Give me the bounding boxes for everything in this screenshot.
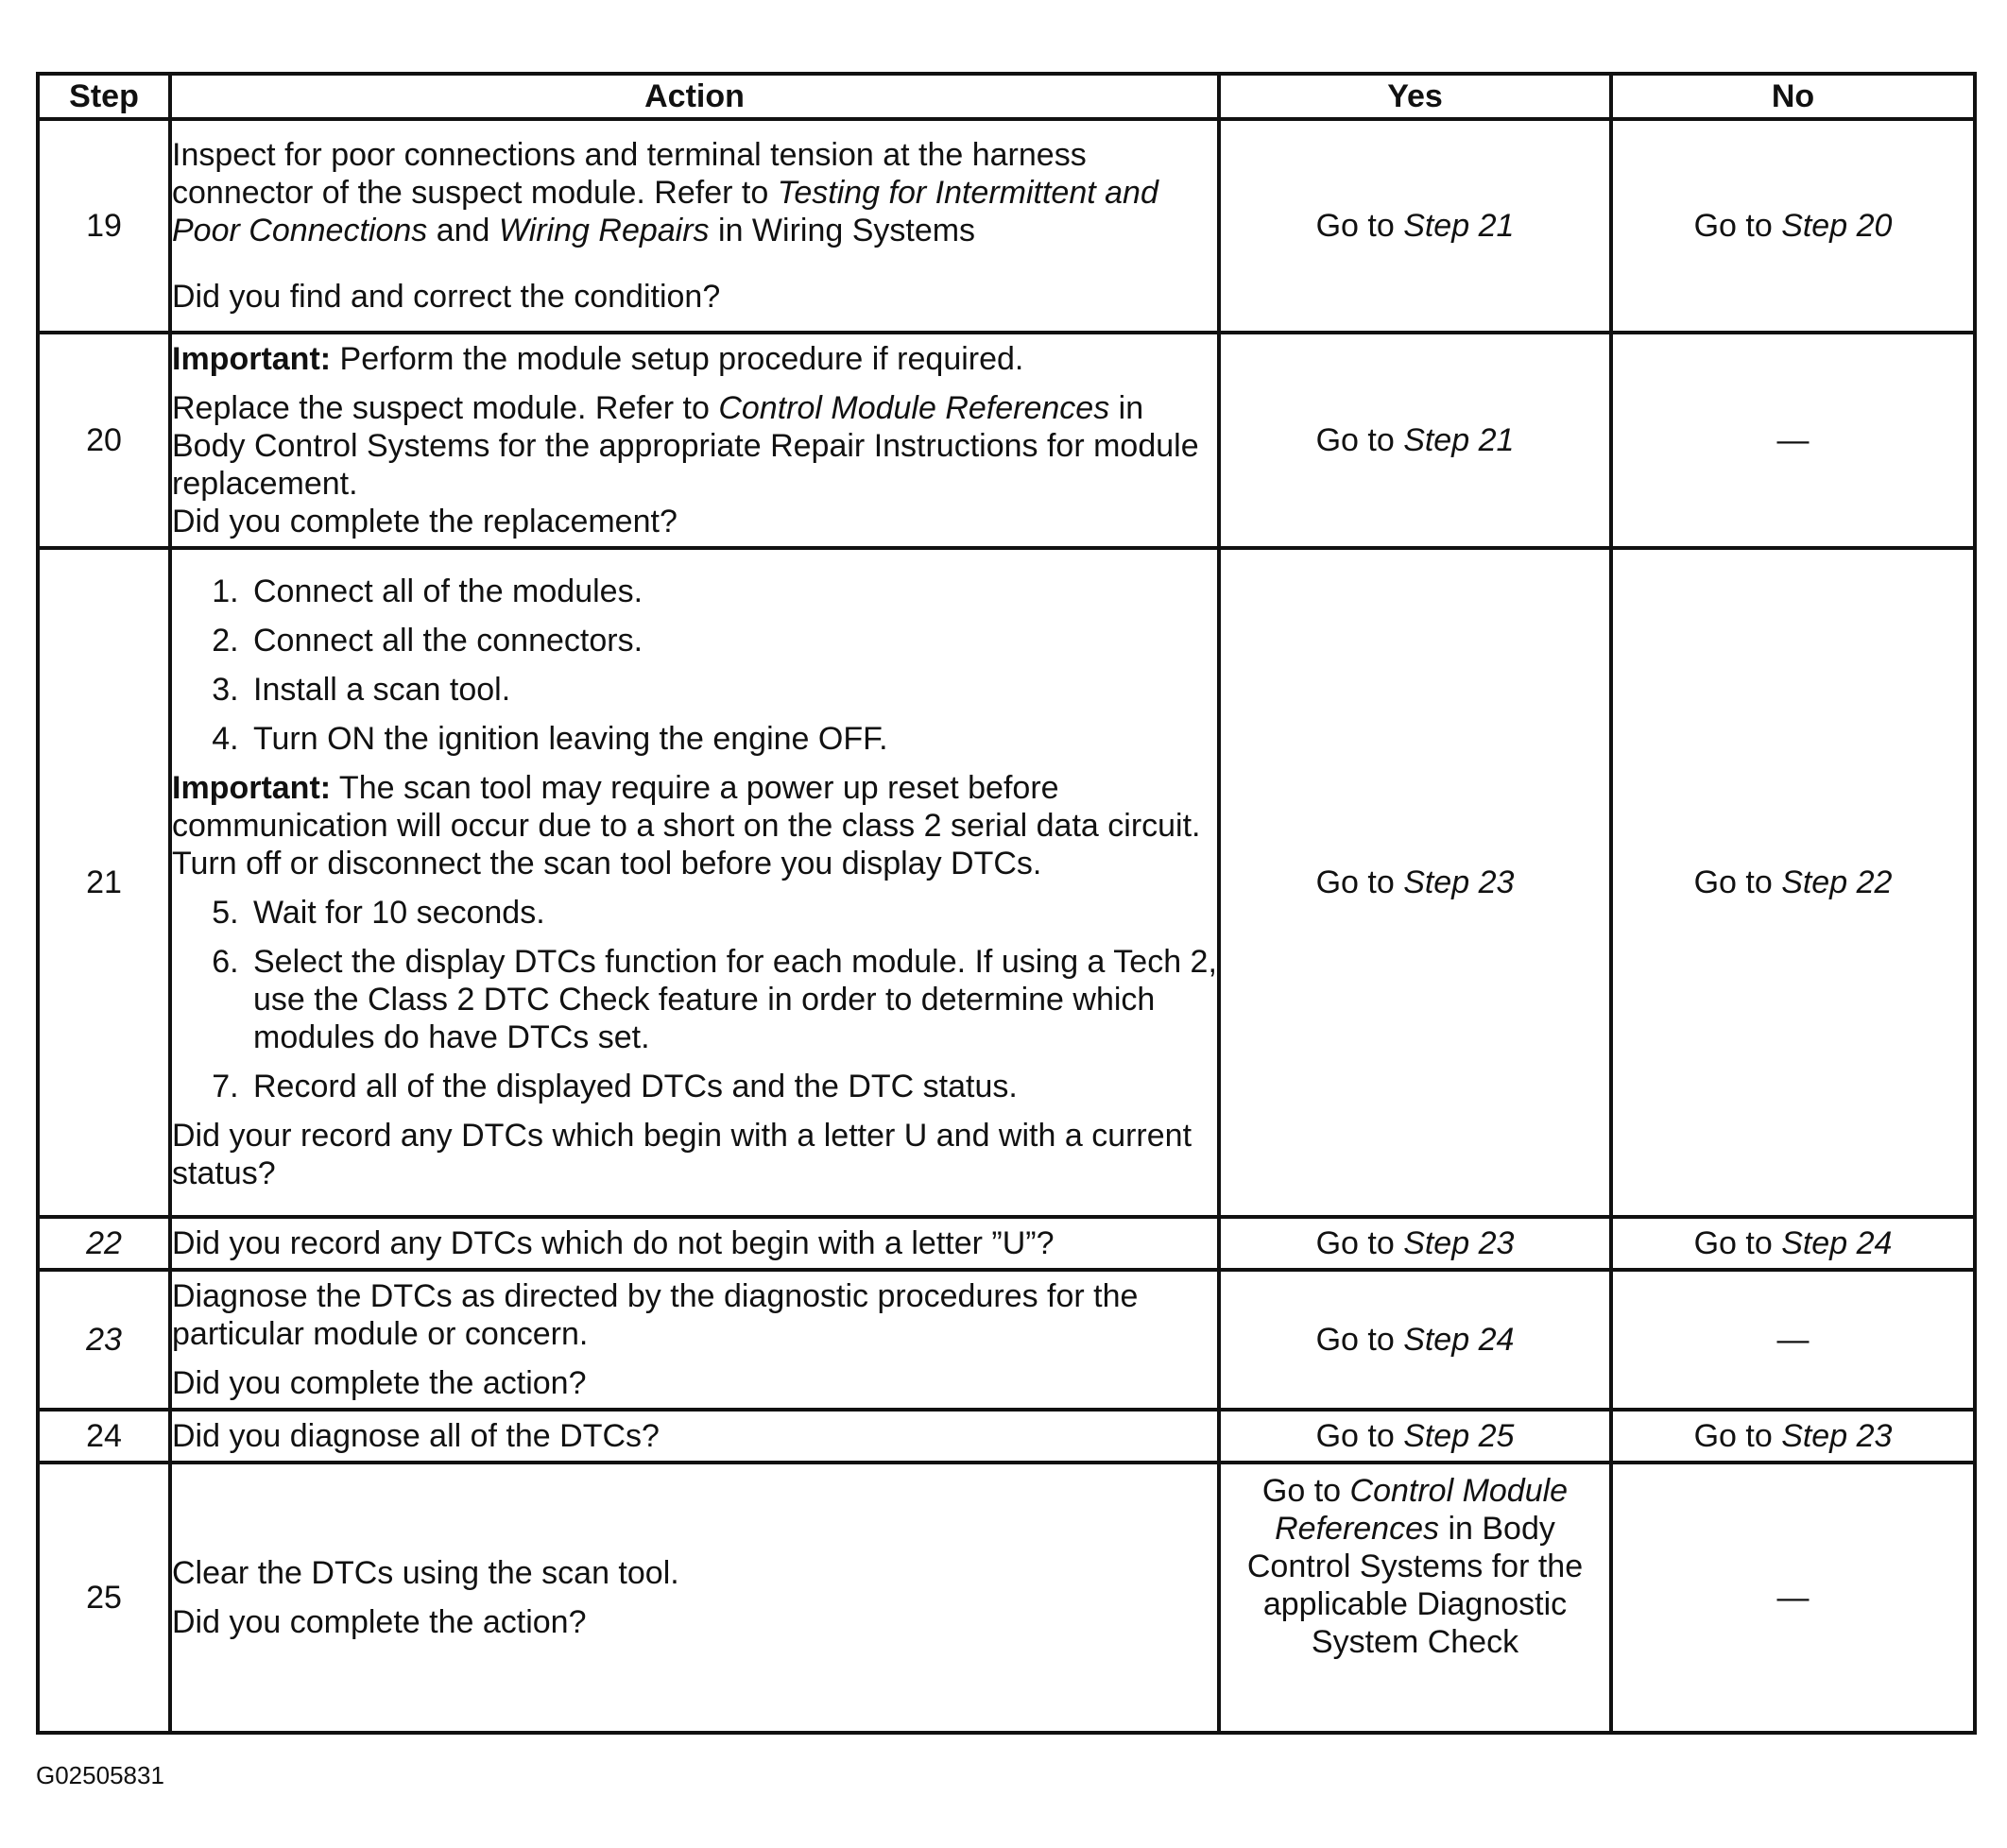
header-row xyxy=(38,74,1975,119)
no-cell: Go to Step 22 xyxy=(1611,548,1975,1217)
step-number: 20 xyxy=(38,333,170,548)
no-cell: Go to Step 24 xyxy=(1611,1217,1975,1270)
reference-link[interactable]: Wiring Repairs xyxy=(498,213,710,248)
question-text: Did your record any DTCs which begin with a letter U and with a current status? xyxy=(172,1118,1192,1191)
important-note: Important: The scan tool may require a power up reset before communication will occur due to a short on the class 2 serial data circuit. Turn off or disconnect the scan tool before you display DTCs. xyxy=(172,770,1201,881)
question-text: Did you find and correct the condition? xyxy=(172,279,721,315)
reference-link[interactable]: Control Module References xyxy=(1275,1473,1569,1547)
question-text: Did you record any DTCs which do not begin with a letter ”U”? xyxy=(172,1225,1055,1261)
action-text: Clear the DTCs using the scan tool. xyxy=(172,1555,679,1591)
action-cell xyxy=(170,1463,1219,1733)
action-cell xyxy=(170,119,1219,333)
yes-cell: Go to Step 24 xyxy=(1219,1270,1611,1410)
procedure-list xyxy=(172,573,1217,758)
question-text: Did you complete the replacement? xyxy=(172,504,678,539)
yes-cell: Go to Step 23 xyxy=(1219,1217,1611,1270)
step-link[interactable]: Step 22 xyxy=(1781,864,1893,900)
no-cell: Go to Step 23 xyxy=(1611,1410,1975,1463)
diagnostic-table xyxy=(36,72,1977,1735)
yes-cell: Go to Step 21 xyxy=(1219,333,1611,548)
step-link[interactable]: Step 23 xyxy=(1403,1225,1515,1261)
step-link[interactable]: Step 24 xyxy=(1403,1322,1515,1358)
list-item: 2. Connect all the connectors. xyxy=(248,622,1217,659)
header-no: No xyxy=(1611,74,1975,119)
no-cell: Go to Step 20 xyxy=(1611,119,1975,333)
table-row-step-21 xyxy=(38,548,1975,1217)
step-link[interactable]: Step 21 xyxy=(1403,422,1515,458)
yes-cell: Go to Step 23 xyxy=(1219,548,1611,1217)
step-link[interactable]: Step 21 xyxy=(1403,208,1515,244)
action-cell xyxy=(170,1410,1219,1463)
list-item: 1. Connect all of the modules. xyxy=(248,573,1217,610)
figure-id: G02505831 xyxy=(36,1761,164,1789)
step-number: 24 xyxy=(38,1410,170,1463)
list-item: 7. Record all of the displayed DTCs and the DTC status. xyxy=(248,1068,1217,1105)
step-number: 25 xyxy=(38,1463,170,1733)
action-text: Inspect for poor connections and terminal tension at the harness connector of the suspect module. Refer to Testing for Intermittent and Poor Connections and Wiring Repairs in Wiring Systems xyxy=(172,137,1158,248)
question-text: Did you complete the action? xyxy=(172,1365,587,1401)
yes-cell: Go to Step 21 xyxy=(1219,119,1611,333)
list-item: 4. Turn ON the ignition leaving the engine OFF. xyxy=(248,720,1217,758)
question-text: Did you complete the action? xyxy=(172,1604,587,1640)
header-action: Action xyxy=(170,74,1219,119)
step-number: 21 xyxy=(38,548,170,1217)
step-link[interactable]: Step 25 xyxy=(1403,1418,1515,1454)
reference-link[interactable]: Testing for Intermittent and Poor Connections xyxy=(172,175,1158,248)
table-row-step-19 xyxy=(38,119,1975,333)
no-cell: — xyxy=(1611,1463,1975,1733)
action-cell xyxy=(170,548,1219,1217)
step-link[interactable]: Step 23 xyxy=(1403,864,1515,900)
action-cell xyxy=(170,1270,1219,1410)
action-cell xyxy=(170,1217,1219,1270)
step-link[interactable]: Step 24 xyxy=(1781,1225,1893,1261)
table-row-step-23 xyxy=(38,1270,1975,1410)
no-cell: — xyxy=(1611,333,1975,548)
action-text: Replace the suspect module. Refer to Control Module References in Body Control Systems for the appropriate Repair Instructions for module replacement. xyxy=(172,390,1199,502)
table-row-step-25 xyxy=(38,1463,1975,1733)
list-item: 6. Select the display DTCs function for each module. If using a Tech 2, use the Class 2 DTC Check feature in order to determine which modules do have DTCs set. xyxy=(248,943,1217,1056)
question-text: Did you diagnose all of the DTCs? xyxy=(172,1418,660,1454)
action-text: Diagnose the DTCs as directed by the diagnostic procedures for the particular module or concern. xyxy=(172,1278,1139,1352)
procedure-list xyxy=(172,894,1217,1105)
table-row-step-22 xyxy=(38,1217,1975,1270)
step-link[interactable]: Step 20 xyxy=(1781,208,1893,244)
table-row-step-24 xyxy=(38,1410,1975,1463)
yes-cell: Go to Step 25 xyxy=(1219,1410,1611,1463)
no-cell: — xyxy=(1611,1270,1975,1410)
step-number: 22 xyxy=(38,1217,170,1270)
list-item: 5. Wait for 10 seconds. xyxy=(248,894,1217,932)
list-item: 3. Install a scan tool. xyxy=(248,671,1217,709)
header-yes: Yes xyxy=(1219,74,1611,119)
header-step: Step xyxy=(38,74,170,119)
important-note: Important: Perform the module setup procedure if required. xyxy=(172,341,1024,377)
table-row-step-20 xyxy=(38,333,1975,548)
step-number: 23 xyxy=(38,1270,170,1410)
step-link[interactable]: Step 23 xyxy=(1781,1418,1893,1454)
step-number: 19 xyxy=(38,119,170,333)
action-cell xyxy=(170,333,1219,548)
reference-link[interactable]: Control Module References xyxy=(718,390,1110,426)
yes-cell: Go to Control Module References in Body Control Systems for the applicable Diagnostic System Check xyxy=(1219,1463,1611,1733)
